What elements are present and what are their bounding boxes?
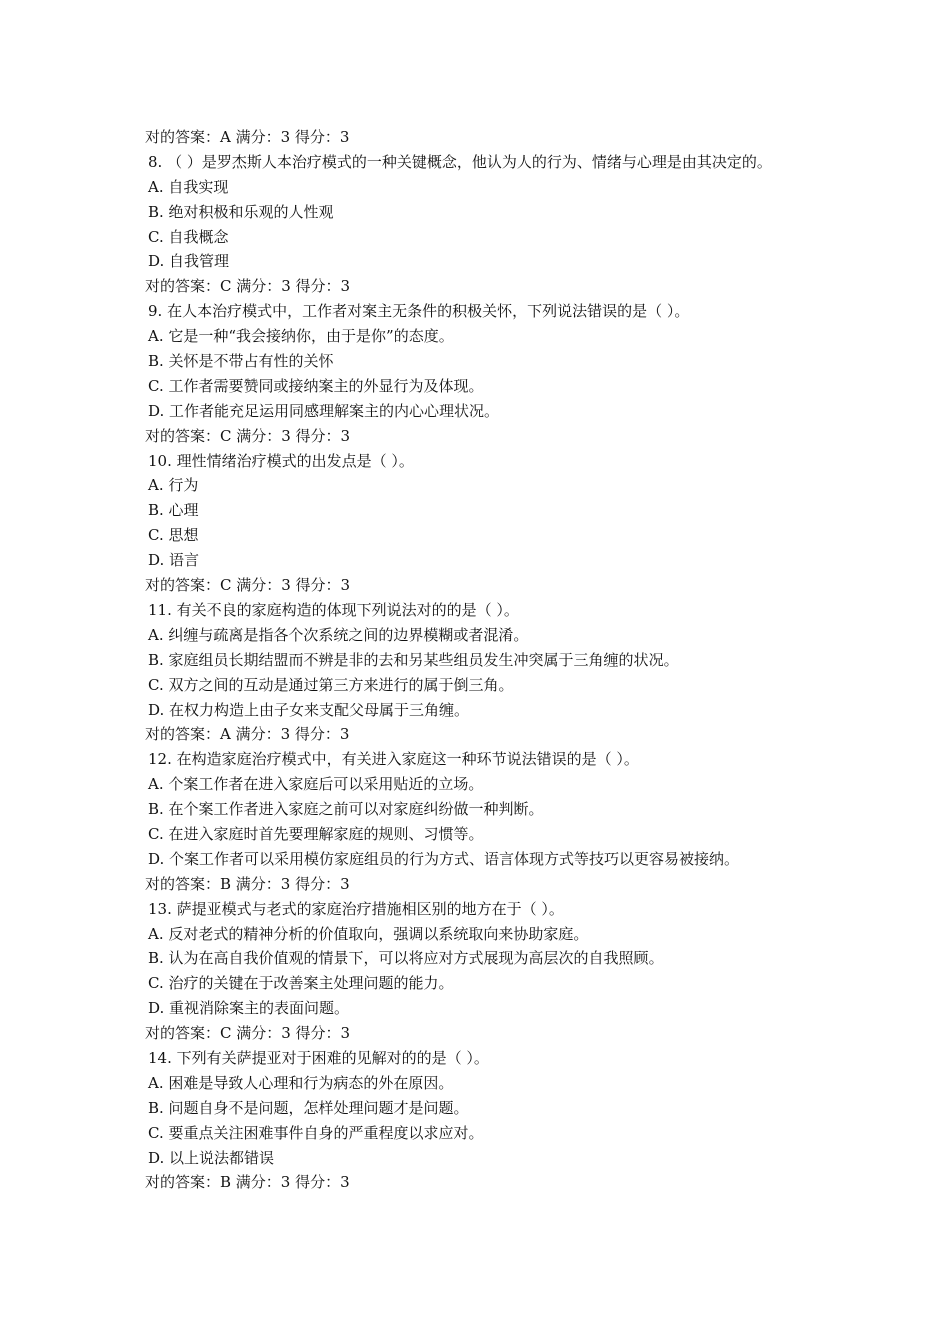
option-line: D. 重视消除案主的表面问题。 bbox=[148, 999, 350, 1018]
answer-line: 对的答案：A 满分：3 得分：3 bbox=[145, 725, 350, 744]
option-line: B. 认为在高自我价值观的情景下，可以将应对方式展现为高层次的自我照顾。 bbox=[148, 949, 664, 968]
question-8: 8. （ ）是罗杰斯人本治疗模式的一种关键概念，他认为人的行为、情绪与心理是由其决定的。 bbox=[148, 152, 772, 171]
answer-line: 对的答案：B 满分：3 得分：3 bbox=[145, 1173, 350, 1192]
option-line: A. 个案工作者在进入家庭后可以采用贴近的立场。 bbox=[148, 775, 484, 794]
question-13: 13. 萨提亚模式与老式的家庭治疗措施相区别的地方在于（ ）。 bbox=[148, 899, 564, 918]
option-line: A. 纠缠与疏离是指各个次系统之间的边界模糊或者混淆。 bbox=[148, 625, 529, 644]
question-10: 10. 理性情绪治疗模式的出发点是（ ）。 bbox=[148, 451, 414, 470]
option-line: B. 问题自身不是问题，怎样处理问题才是问题。 bbox=[148, 1098, 469, 1117]
option-line: C. 自我概念 bbox=[148, 227, 229, 246]
option-line: A. 行为 bbox=[148, 476, 199, 495]
option-line: B. 家庭组员长期结盟而不辨是非的去和另某些组员发生冲突属于三角缠的状况。 bbox=[148, 650, 679, 669]
option-line: D. 工作者能充足运用同感理解案主的内心心理状况。 bbox=[148, 401, 500, 420]
answer-line: 对的答案：B 满分：3 得分：3 bbox=[145, 874, 350, 893]
option-line: B. 在个案工作者进入家庭之前可以对家庭纠纷做一种判断。 bbox=[148, 800, 544, 819]
option-line: A. 它是一种“我会接纳你，由于是你”的态度。 bbox=[148, 327, 454, 346]
option-line: D. 自我管理 bbox=[148, 252, 230, 271]
option-line: C. 工作者需要赞同或接纳案主的外显行为及体现。 bbox=[148, 376, 484, 395]
option-line: D. 以上说法都错误 bbox=[148, 1148, 275, 1167]
answer-line: 对的答案：A 满分：3 得分：3 bbox=[145, 128, 350, 146]
answer-line: 对的答案：C 满分：3 得分：3 bbox=[145, 426, 351, 445]
question-9: 9. 在人本治疗模式中，工作者对案主无条件的积极关怀，下列说法错误的是（ ）。 bbox=[148, 302, 690, 321]
option-line: C. 治疗的关键在于改善案主处理问题的能力。 bbox=[148, 974, 454, 993]
question-12: 12. 在构造家庭治疗模式中，有关进入家庭这一种环节说法错误的是（ ）。 bbox=[148, 750, 639, 769]
answer-line: 对的答案：C 满分：3 得分：3 bbox=[145, 1024, 351, 1043]
document-page bbox=[145, 125, 835, 1195]
option-line: C. 在进入家庭时首先要理解家庭的规则、习惯等。 bbox=[148, 824, 484, 843]
option-line: D. 个案工作者可以采用模仿家庭组员的行为方式、语言体现方式等技巧以更容易被接纳。 bbox=[148, 849, 740, 868]
option-line: D. 语言 bbox=[148, 551, 200, 570]
option-line: D. 在权力构造上由子女来支配父母属于三角缠。 bbox=[148, 700, 470, 719]
answer-line: 对的答案：C 满分：3 得分：3 bbox=[145, 277, 351, 296]
option-line: C. 思想 bbox=[148, 526, 199, 545]
question-14: 14. 下列有关萨提亚对于困难的见解对的的是（ ）。 bbox=[148, 1048, 489, 1067]
option-line: A. 反对老式的精神分析的价值取向，强调以系统取向来协助家庭。 bbox=[148, 924, 589, 943]
option-line: A. 困难是导致人心理和行为病态的外在原因。 bbox=[148, 1073, 454, 1092]
question-11: 11. 有关不良的家庭构造的体现下列说法对的的是（ ）。 bbox=[148, 600, 519, 619]
option-line: B. 心理 bbox=[148, 501, 199, 520]
option-line: A. 自我实现 bbox=[148, 177, 229, 196]
option-line: C. 要重点关注困难事件自身的严重程度以求应对。 bbox=[148, 1123, 484, 1142]
option-line: B. 关怀是不带占有性的关怀 bbox=[148, 352, 334, 371]
option-line: C. 双方之间的互动是通过第三方来进行的属于倒三角。 bbox=[148, 675, 514, 694]
option-line: B. 绝对积极和乐观的人性观 bbox=[148, 202, 334, 221]
answer-line: 对的答案：C 满分：3 得分：3 bbox=[145, 576, 351, 595]
